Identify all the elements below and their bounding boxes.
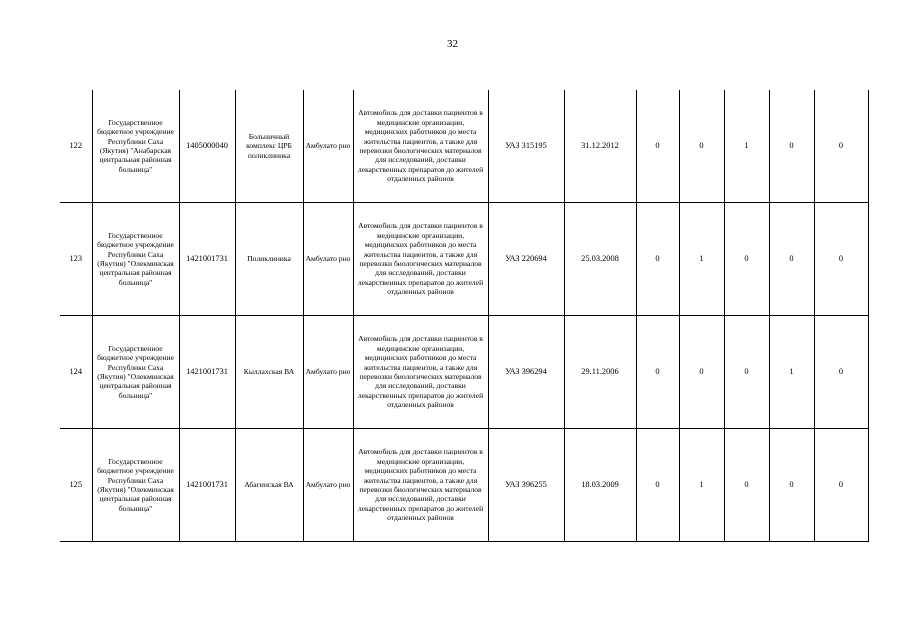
count-cell: 1 bbox=[679, 429, 724, 542]
count-cell: 0 bbox=[814, 316, 868, 429]
count-cell: 0 bbox=[814, 203, 868, 316]
count-cell: 0 bbox=[636, 316, 679, 429]
count-cell: 0 bbox=[679, 316, 724, 429]
facility-name: Абагинская ВА bbox=[235, 429, 303, 542]
care-type: Амбулато рно bbox=[303, 203, 353, 316]
count-cell: 0 bbox=[769, 429, 814, 542]
vehicle-purpose: Автомобиль для доставки пациентов в медицинские организации, медицинских работников до места жительства пациентов, а также для перевозки биологических материалов для исследований, доставки лекарственных препаратов до жителей отдаленных районов bbox=[353, 316, 488, 429]
count-cell: 0 bbox=[636, 203, 679, 316]
table-row bbox=[60, 90, 868, 203]
count-cell: 0 bbox=[814, 90, 868, 203]
registration-date: 31.12.2012 bbox=[564, 90, 636, 203]
care-type: Амбулато рно bbox=[303, 316, 353, 429]
registration-date: 18.03.2009 bbox=[564, 429, 636, 542]
count-cell: 0 bbox=[814, 429, 868, 542]
count-cell: 0 bbox=[724, 429, 769, 542]
table-row bbox=[60, 203, 868, 316]
table-row bbox=[60, 429, 868, 542]
organization-name: Государственное бюджетное учреждение Республики Саха (Якутия) "Олекминская центральная районная больница" bbox=[92, 316, 179, 429]
facility-name: Кыллахская ВА bbox=[235, 316, 303, 429]
vehicle-model: УАЗ 220694 bbox=[488, 203, 564, 316]
row-number: 122 bbox=[60, 90, 92, 203]
organization-code: 1421001731 bbox=[179, 429, 235, 542]
count-cell: 0 bbox=[679, 90, 724, 203]
vehicle-purpose: Автомобиль для доставки пациентов в медицинские организации, медицинских работников до места жительства пациентов, а также для перевозки биологических материалов для исследований, доставки лекарственных препаратов до жителей отдаленных районов bbox=[353, 90, 488, 203]
count-cell: 0 bbox=[769, 90, 814, 203]
count-cell: 0 bbox=[636, 90, 679, 203]
page-number: 32 bbox=[447, 38, 458, 50]
vehicle-purpose: Автомобиль для доставки пациентов в медицинские организации, медицинских работников до места жительства пациентов, а также для перевозки биологических материалов для исследований, доставки лекарственных препаратов до жителей отдаленных районов bbox=[353, 203, 488, 316]
registration-date: 29.11.2006 bbox=[564, 316, 636, 429]
organization-name: Государственное бюджетное учреждение Республики Саха (Якутия) "Олекминская центральная районная больница" bbox=[92, 203, 179, 316]
vehicle-model: УАЗ 396255 bbox=[488, 429, 564, 542]
row-number: 124 bbox=[60, 316, 92, 429]
count-cell: 0 bbox=[724, 316, 769, 429]
vehicle-purpose: Автомобиль для доставки пациентов в медицинские организации, медицинских работников до места жительства пациентов, а также для перевозки биологических материалов для исследований, доставки лекарственных препаратов до жителей отдаленных районов bbox=[353, 429, 488, 542]
count-cell: 1 bbox=[769, 316, 814, 429]
table-row bbox=[60, 316, 868, 429]
facility-name: Больничный комплекс ЦРБ поликлиника bbox=[235, 90, 303, 203]
row-number: 123 bbox=[60, 203, 92, 316]
count-cell: 1 bbox=[724, 90, 769, 203]
count-cell: 1 bbox=[679, 203, 724, 316]
organization-code: 1421001731 bbox=[179, 203, 235, 316]
care-type: Амбулато рно bbox=[303, 429, 353, 542]
organization-code: 1405000040 bbox=[179, 90, 235, 203]
vehicle-registry-table bbox=[60, 90, 869, 542]
vehicle-model: УАЗ 396294 bbox=[488, 316, 564, 429]
count-cell: 0 bbox=[769, 203, 814, 316]
care-type: Амбулато рно bbox=[303, 90, 353, 203]
facility-name: Поликлиника bbox=[235, 203, 303, 316]
vehicle-model: УАЗ 315195 bbox=[488, 90, 564, 203]
row-number: 125 bbox=[60, 429, 92, 542]
organization-code: 1421001731 bbox=[179, 316, 235, 429]
count-cell: 0 bbox=[636, 429, 679, 542]
organization-name: Государственное бюджетное учреждение Республики Саха (Якутия) "Олекминская центральная районная больница" bbox=[92, 429, 179, 542]
organization-name: Государственное бюджетное учреждение Республики Саха (Якутия) "Анабарская центральная районная больница" bbox=[92, 90, 179, 203]
registration-date: 25.03.2008 bbox=[564, 203, 636, 316]
count-cell: 0 bbox=[724, 203, 769, 316]
